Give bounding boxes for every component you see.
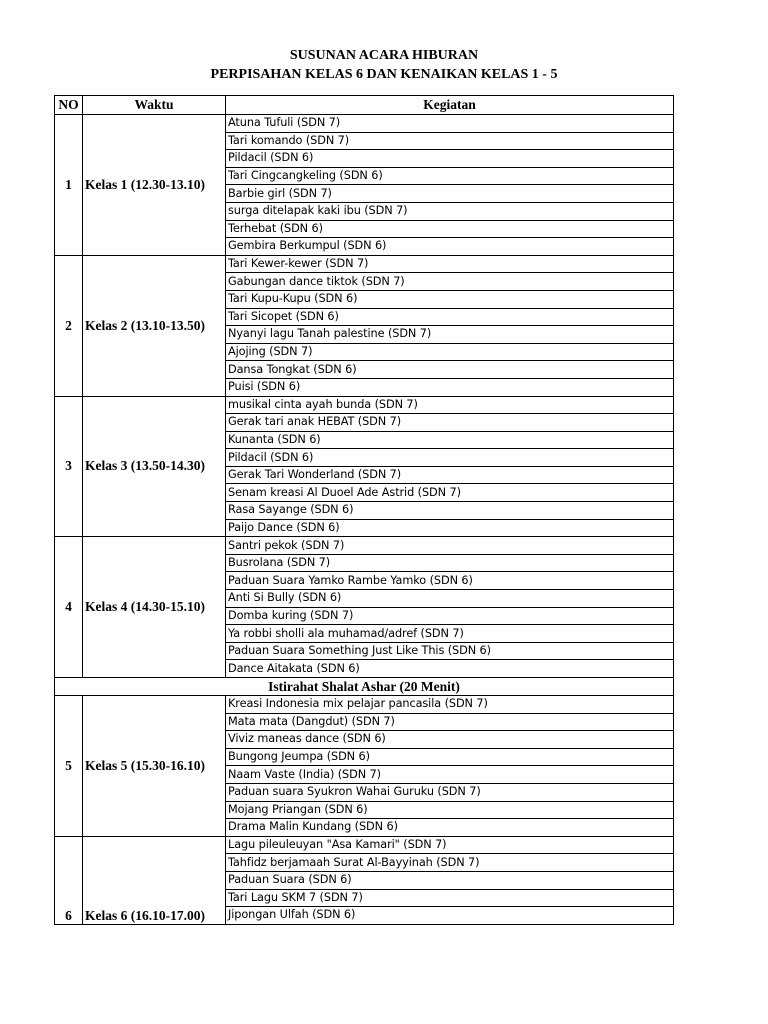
activity-cell: Gabungan dance tiktok (SDN 7) (226, 273, 674, 291)
row-number: 2 (55, 255, 83, 396)
activity-cell: Atuna Tufuli (SDN 7) (226, 115, 674, 133)
activity-cell: Paduan Suara (SDN 6) (226, 871, 674, 889)
activity-cell: Rasa Sayange (SDN 6) (226, 502, 674, 520)
activity-cell: Lagu pileuleuyan "Asa Kamari" (SDN 7) (226, 836, 674, 854)
activity-cell: Paduan Suara Yamko Rambe Yamko (SDN 6) (226, 572, 674, 590)
activity-cell: Viviz maneas dance (SDN 6) (226, 731, 674, 749)
time-slot: Kelas 2 (13.10-13.50) (83, 255, 226, 396)
activity-cell: Pildacil (SDN 6) (226, 150, 674, 168)
activity-cell: Paijo Dance (SDN 6) (226, 519, 674, 537)
document-title: SUSUNAN ACARA HIBURAN (289, 48, 479, 63)
break-label: Istirahat Shalat Ashar (20 Menit) (55, 678, 674, 696)
activity-cell: Pildacil (SDN 6) (226, 449, 674, 467)
row-number: 3 (55, 396, 83, 537)
activity-cell: Jipongan Ulfah (SDN 6) (226, 907, 674, 925)
time-slot: Kelas 3 (13.50-14.30) (83, 396, 226, 537)
activity-cell: Dansa Tongkat (SDN 6) (226, 361, 674, 379)
row-number: 6 (55, 836, 83, 924)
row-number: 4 (55, 537, 83, 678)
activity-cell: surga ditelapak kaki ibu (SDN 7) (226, 202, 674, 220)
break-row (55, 678, 674, 696)
time-slot: Kelas 6 (16.10-17.00) (83, 836, 226, 924)
document-subtitle: PERPISAHAN KELAS 6 DAN KENAIKAN KELAS 1 - 5 (210, 67, 558, 82)
activity-cell: Nyanyi lagu Tanah palestine (SDN 7) (226, 326, 674, 344)
activity-cell: Terhebat (SDN 6) (226, 220, 674, 238)
activity-cell: Kreasi Indonesia mix pelajar pancasila (SDN 7) (226, 696, 674, 714)
activity-cell: Gembira Berkumpul (SDN 6) (226, 238, 674, 256)
activity-cell: Gerak tari anak HEBAT (SDN 7) (226, 414, 674, 432)
time-slot: Kelas 1 (12.30-13.10) (83, 115, 226, 256)
activity-cell: Puisi (SDN 6) (226, 378, 674, 396)
table-row (55, 396, 674, 414)
activity-cell: Domba kuring (SDN 7) (226, 607, 674, 625)
row-number: 1 (55, 115, 83, 256)
activity-cell: Tari komando (SDN 7) (226, 132, 674, 150)
activity-cell: Senam kreasi Al Duoel Ade Astrid (SDN 7) (226, 484, 674, 502)
time-slot: Kelas 5 (15.30-16.10) (83, 696, 226, 837)
activity-cell: Bungong Jeumpa (SDN 6) (226, 748, 674, 766)
activity-cell: Naam Vaste (India) (SDN 7) (226, 766, 674, 784)
activity-cell: Barbie girl (SDN 7) (226, 185, 674, 203)
header-no: NO (55, 96, 83, 115)
activity-cell: Drama Malin Kundang (SDN 6) (226, 819, 674, 837)
header-kegiatan: Kegiatan (226, 96, 674, 115)
activity-cell: Tari Lagu SKM 7 (SDN 7) (226, 889, 674, 907)
activity-cell: Tari Kupu-Kupu (SDN 6) (226, 290, 674, 308)
table-row (55, 537, 674, 555)
schedule-table (54, 95, 674, 925)
activity-cell: Gerak Tari Wonderland (SDN 7) (226, 466, 674, 484)
activity-cell: Ajojing (SDN 7) (226, 343, 674, 361)
row-number: 5 (55, 696, 83, 837)
activity-cell: Dance Aitakata (SDN 6) (226, 660, 674, 678)
activity-cell: Kunanta (SDN 6) (226, 431, 674, 449)
activity-cell: Busrolana (SDN 7) (226, 554, 674, 572)
activity-cell: musikal cinta ayah bunda (SDN 7) (226, 396, 674, 414)
activity-cell: Santri pekok (SDN 7) (226, 537, 674, 555)
activity-cell: Paduan Suara Something Just Like This (SDN 6) (226, 642, 674, 660)
activity-cell: Tari Cingcangkeling (SDN 6) (226, 167, 674, 185)
table-row (55, 255, 674, 273)
table-row (55, 115, 674, 133)
table-row (55, 836, 674, 854)
header-waktu: Waktu (83, 96, 226, 115)
activity-cell: Tari Sicopet (SDN 6) (226, 308, 674, 326)
activity-cell: Mata mata (Dangdut) (SDN 7) (226, 713, 674, 731)
table-row (55, 696, 674, 714)
time-slot: Kelas 4 (14.30-15.10) (83, 537, 226, 678)
activity-cell: Anti Si Bully (SDN 6) (226, 590, 674, 608)
activity-cell: Tari Kewer-kewer (SDN 7) (226, 255, 674, 273)
table-header-row (55, 96, 674, 115)
activity-cell: Paduan suara Syukron Wahai Guruku (SDN 7) (226, 783, 674, 801)
activity-cell: Ya robbi sholli ala muhamad/adref (SDN 7) (226, 625, 674, 643)
schedule-body (55, 115, 674, 925)
activity-cell: Tahfidz berjamaah Surat Al-Bayyinah (SDN 7) (226, 854, 674, 872)
activity-cell: Mojang Priangan (SDN 6) (226, 801, 674, 819)
